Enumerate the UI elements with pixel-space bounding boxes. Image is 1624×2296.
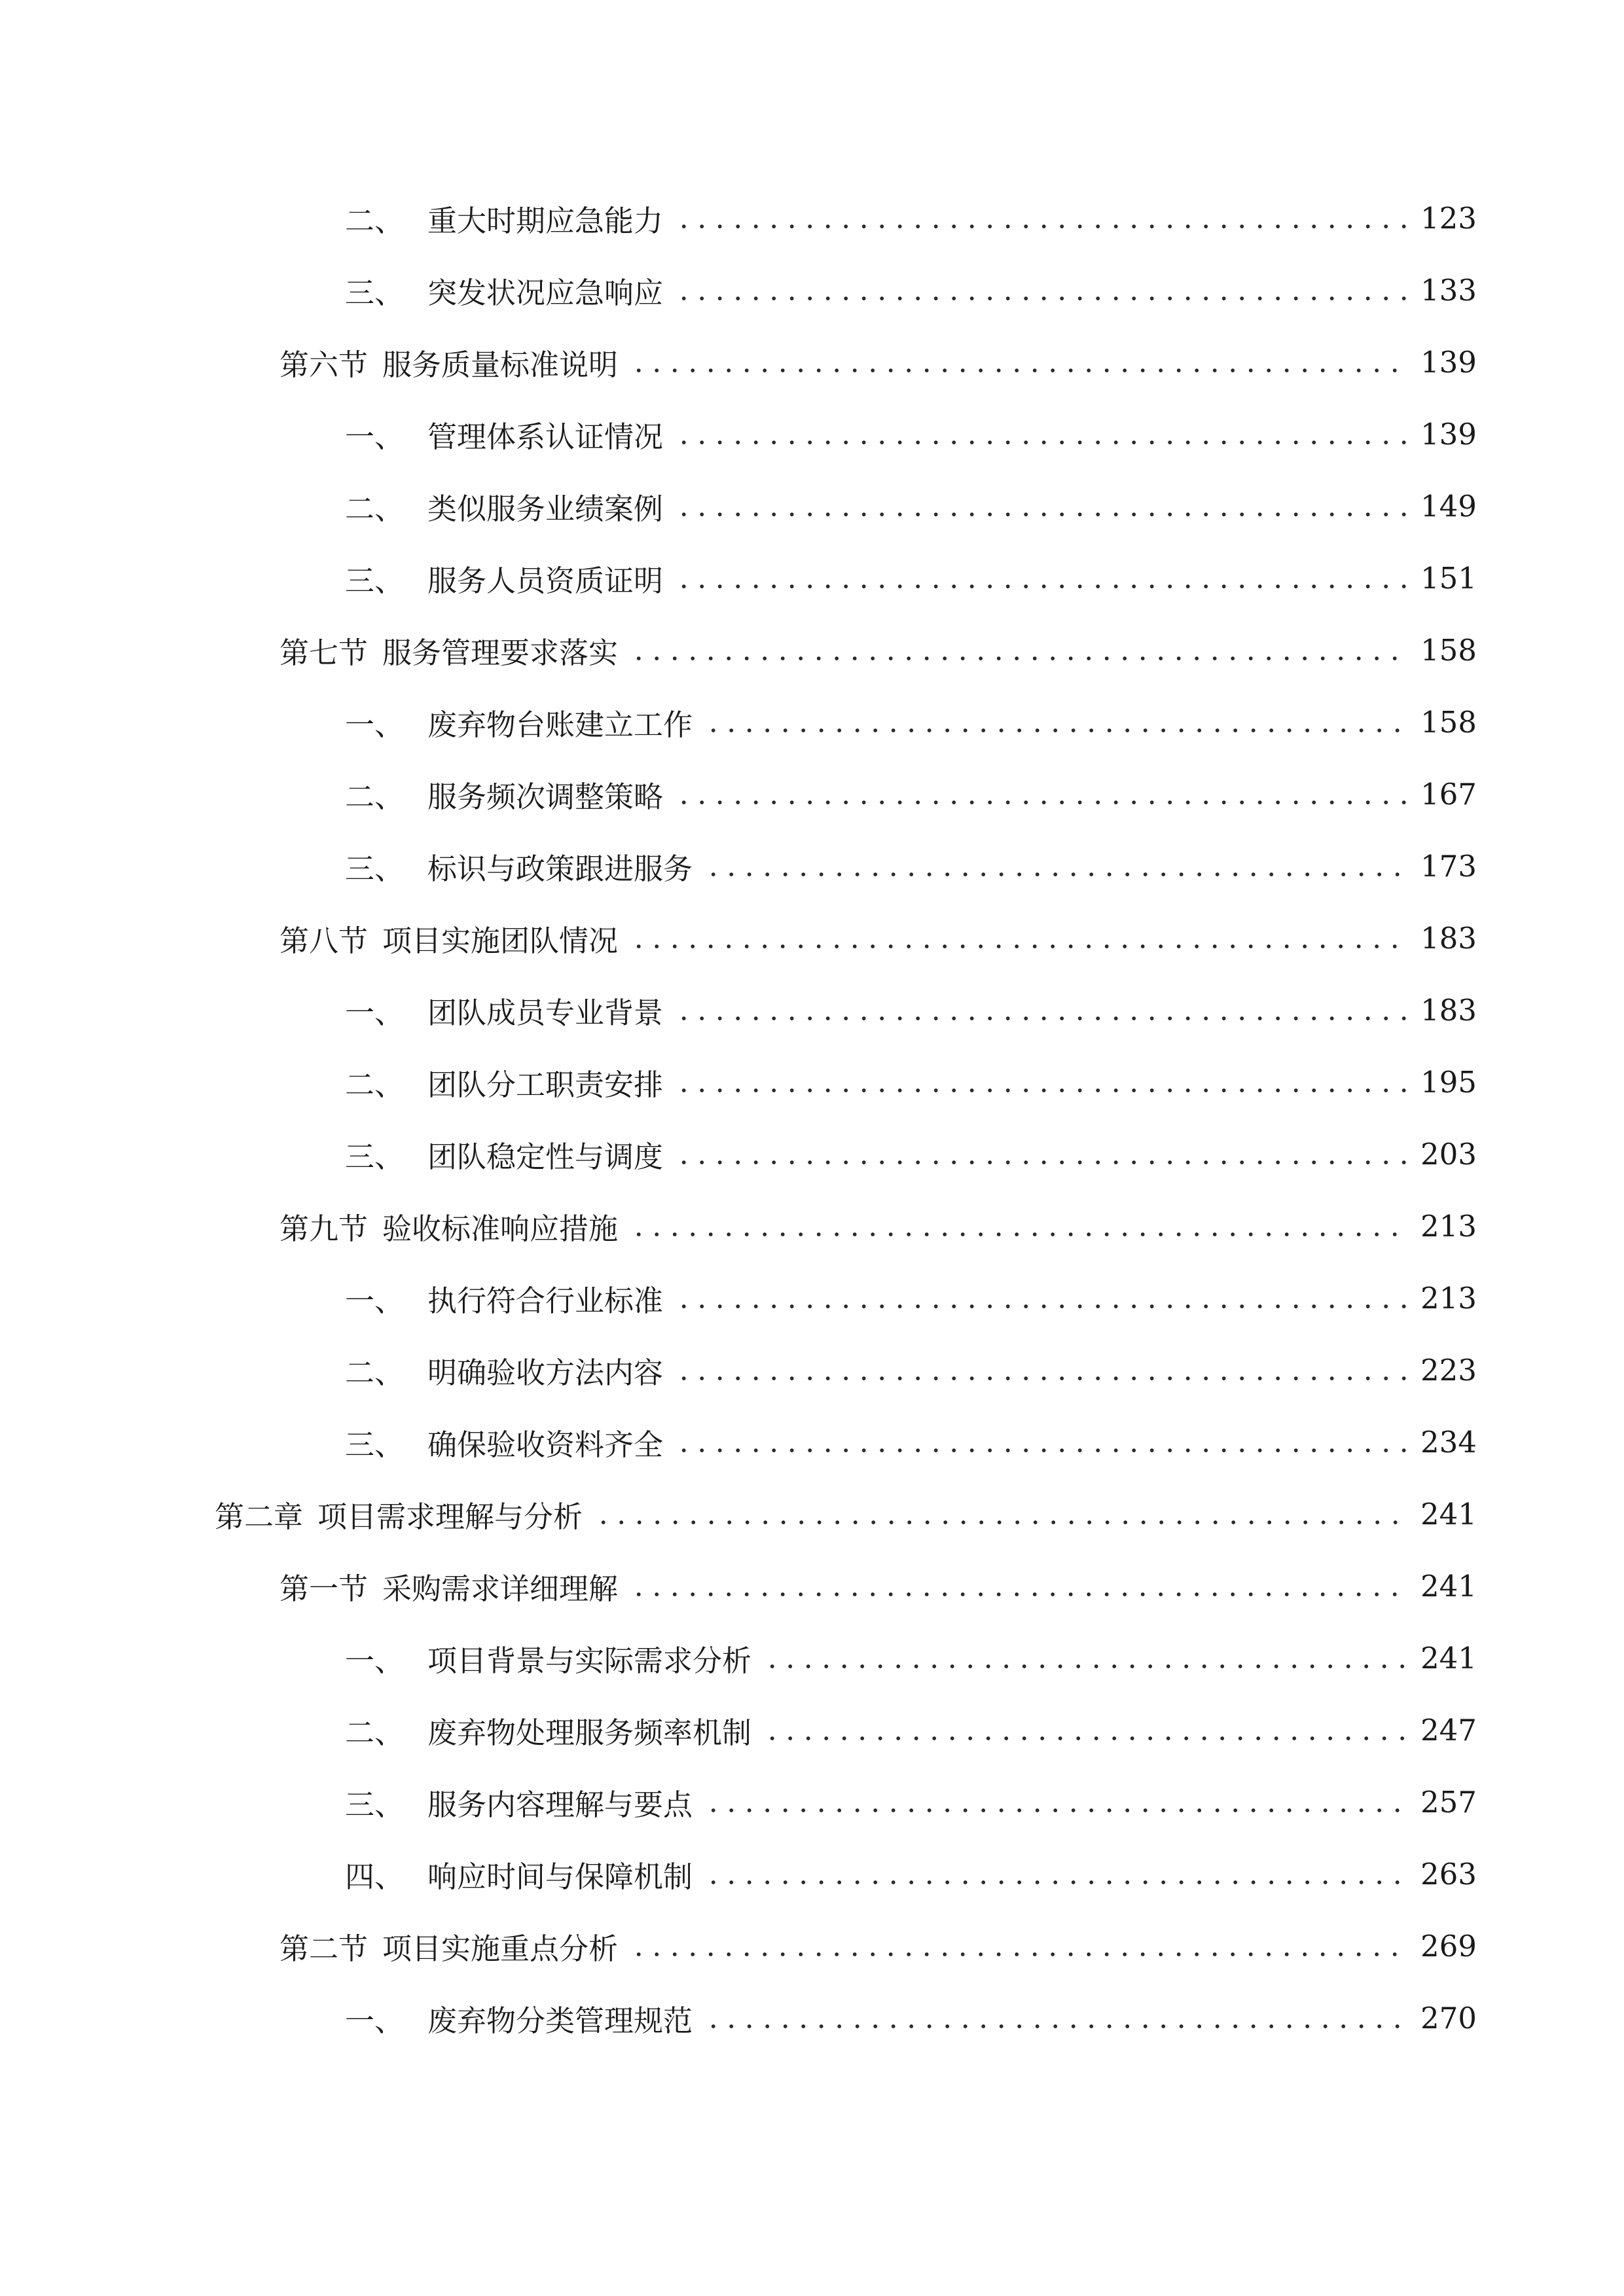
toc-entry-title: 明确验收方法内容 [427, 1355, 664, 1390]
toc-entry-number: 一、 [345, 707, 405, 742]
dot-leader [675, 223, 1410, 230]
toc-entry[interactable] [280, 1920, 1477, 1972]
dot-leader [704, 2022, 1410, 2030]
toc-entry-page: 241 [1420, 1496, 1477, 1532]
toc-entry-page: 241 [1420, 1640, 1477, 1676]
toc-entry[interactable] [345, 1704, 1477, 1756]
toc-entry-page: 270 [1420, 2000, 1477, 2036]
toc-entry-title: 重大时期应急能力 [427, 203, 664, 238]
toc-entry-title: 突发状况应急响应 [427, 275, 664, 310]
toc-entry-number: 一、 [345, 2003, 405, 2038]
toc-entry-title: 服务管理要求落实 [382, 635, 619, 670]
toc-entry-number: 三、 [345, 1139, 405, 1174]
toc-entry-title: 采购需求详细理解 [382, 1571, 619, 1606]
toc-entry-number: 二、 [345, 203, 405, 238]
toc-entry-page: 241 [1420, 1568, 1477, 1604]
dot-leader [630, 367, 1410, 374]
dot-leader [704, 1806, 1410, 1814]
toc-entry[interactable] [345, 1344, 1477, 1396]
dot-leader [704, 1878, 1410, 1886]
toc-entry[interactable] [345, 192, 1477, 244]
toc-entry-page: 269 [1420, 1928, 1477, 1964]
toc-entry-page: 123 [1420, 200, 1477, 236]
dot-leader [594, 1518, 1410, 1526]
toc-entry-number: 第二章 [215, 1499, 304, 1534]
toc-entry-number: 二、 [345, 1355, 405, 1390]
toc-entry-title: 团队稳定性与调度 [427, 1139, 664, 1174]
dot-leader [704, 726, 1410, 734]
toc-entry-title: 验收标准响应措施 [382, 1211, 619, 1246]
dot-leader [630, 655, 1410, 662]
dot-leader [763, 1734, 1410, 1742]
toc-entry-title: 废弃物分类管理规范 [427, 2003, 693, 2038]
toc-entry-number: 一、 [345, 1643, 405, 1678]
toc-entry[interactable] [280, 912, 1477, 964]
toc-entry-number: 第八节 [280, 923, 369, 958]
toc-entry-title: 管理体系认证情况 [427, 419, 664, 454]
toc-entry[interactable] [345, 1128, 1477, 1180]
toc-entry-title: 执行符合行业标准 [427, 1283, 664, 1318]
dot-leader [675, 583, 1410, 590]
toc-entry[interactable] [345, 768, 1477, 820]
dot-leader [675, 439, 1410, 446]
dot-leader [675, 1086, 1410, 1094]
toc-entry-page: 183 [1420, 920, 1477, 956]
toc-entry-page: 173 [1420, 848, 1477, 884]
toc-entry-number: 一、 [345, 1283, 405, 1318]
toc-entry-page: 139 [1420, 344, 1477, 380]
toc-entry-page: 195 [1420, 1064, 1477, 1100]
toc-entry-page: 149 [1420, 488, 1477, 524]
toc-entry-page: 167 [1420, 776, 1477, 812]
toc-entry[interactable] [345, 480, 1477, 532]
toc-entry-number: 第一节 [280, 1571, 369, 1606]
toc-entry-page: 247 [1420, 1712, 1477, 1748]
dot-leader [630, 1590, 1410, 1598]
dot-leader [630, 1230, 1410, 1238]
toc-entry-page: 158 [1420, 632, 1477, 668]
toc-entry[interactable] [280, 336, 1477, 388]
toc-entry[interactable] [345, 984, 1477, 1036]
toc-entry-number: 二、 [345, 779, 405, 814]
toc-entry-page: 139 [1420, 416, 1477, 452]
toc-entry-number: 三、 [345, 851, 405, 886]
toc-entry-title: 项目实施重点分析 [382, 1931, 619, 1966]
toc-entry-page: 133 [1420, 272, 1477, 308]
toc-entry-number: 二、 [345, 1715, 405, 1750]
toc-entry-number: 四、 [345, 1859, 405, 1894]
toc-entry-number: 第七节 [280, 635, 369, 670]
toc-entry-number: 三、 [345, 563, 405, 598]
toc-entry-number: 一、 [345, 419, 405, 454]
toc-entry-title: 团队成员专业背景 [427, 995, 664, 1030]
toc-entry-title: 项目需求理解与分析 [317, 1499, 583, 1534]
toc-entry[interactable] [345, 1776, 1477, 1828]
toc-entry-page: 213 [1420, 1280, 1477, 1316]
toc-entry-title: 服务内容理解与要点 [427, 1787, 693, 1822]
toc-entry-page: 263 [1420, 1856, 1477, 1892]
toc-entry[interactable] [280, 1200, 1477, 1252]
toc-entry-number: 三、 [345, 1427, 405, 1462]
dot-leader [704, 870, 1410, 878]
toc-entry-number: 三、 [345, 275, 405, 310]
dot-leader [675, 295, 1410, 302]
dot-leader [675, 511, 1410, 518]
toc-entry[interactable] [345, 1848, 1477, 1900]
toc-entry[interactable] [345, 1272, 1477, 1324]
toc-entry[interactable] [345, 1632, 1477, 1684]
toc-entry[interactable] [345, 552, 1477, 604]
toc-entry-page: 203 [1420, 1136, 1477, 1172]
toc-entry-page: 223 [1420, 1352, 1477, 1388]
toc-entry[interactable] [345, 264, 1477, 316]
dot-leader [675, 1446, 1410, 1454]
dot-leader [675, 1158, 1410, 1166]
toc-entry-page: 183 [1420, 992, 1477, 1028]
toc-entry-number: 二、 [345, 1067, 405, 1102]
toc-entry-title: 项目实施团队情况 [382, 923, 619, 958]
toc-entry-title: 类似服务业绩案例 [427, 491, 664, 526]
toc-entry-title: 服务人员资质证明 [427, 563, 664, 598]
toc-entry-number: 三、 [345, 1787, 405, 1822]
toc-entry-title: 服务质量标准说明 [382, 347, 619, 382]
toc-entry-page: 213 [1420, 1208, 1477, 1244]
toc-entry[interactable] [215, 1488, 1477, 1540]
dot-leader [763, 1662, 1410, 1670]
dot-leader [675, 1014, 1410, 1022]
dot-leader [630, 942, 1410, 950]
toc-entry-title: 团队分工职责安排 [427, 1067, 664, 1102]
toc-entry-title: 确保验收资料齐全 [427, 1427, 664, 1462]
toc-entry-title: 废弃物处理服务频率机制 [427, 1715, 752, 1750]
toc-entry[interactable] [345, 408, 1477, 460]
toc-entry-page: 151 [1420, 560, 1477, 596]
toc-entry-number: 第二节 [280, 1931, 369, 1966]
dot-leader [675, 1302, 1410, 1310]
toc-entry-number: 第九节 [280, 1211, 369, 1246]
toc-entry-number: 二、 [345, 491, 405, 526]
toc-entry[interactable] [345, 696, 1477, 748]
toc-entry-title: 标识与政策跟进服务 [427, 851, 693, 886]
toc-entry-title: 响应时间与保障机制 [427, 1859, 693, 1894]
dot-leader [675, 1374, 1410, 1382]
toc-entry-number: 一、 [345, 995, 405, 1030]
toc-entry[interactable] [345, 1992, 1477, 2044]
toc-entry[interactable] [345, 840, 1477, 892]
toc-entry-page: 257 [1420, 1784, 1477, 1820]
toc-entry-title: 废弃物台账建立工作 [427, 707, 693, 742]
toc-entry-title: 项目背景与实际需求分析 [427, 1643, 752, 1678]
toc-entry-page: 158 [1420, 704, 1477, 740]
dot-leader [675, 798, 1410, 806]
toc-entry-title: 服务频次调整策略 [427, 779, 664, 814]
toc-entry-page: 234 [1420, 1424, 1477, 1460]
toc-entry[interactable] [345, 1416, 1477, 1468]
toc-entry[interactable] [345, 1056, 1477, 1108]
toc-entry[interactable] [280, 1560, 1477, 1612]
dot-leader [630, 1950, 1410, 1958]
toc-entry-number: 第六节 [280, 347, 369, 382]
toc-entry[interactable] [280, 624, 1477, 676]
